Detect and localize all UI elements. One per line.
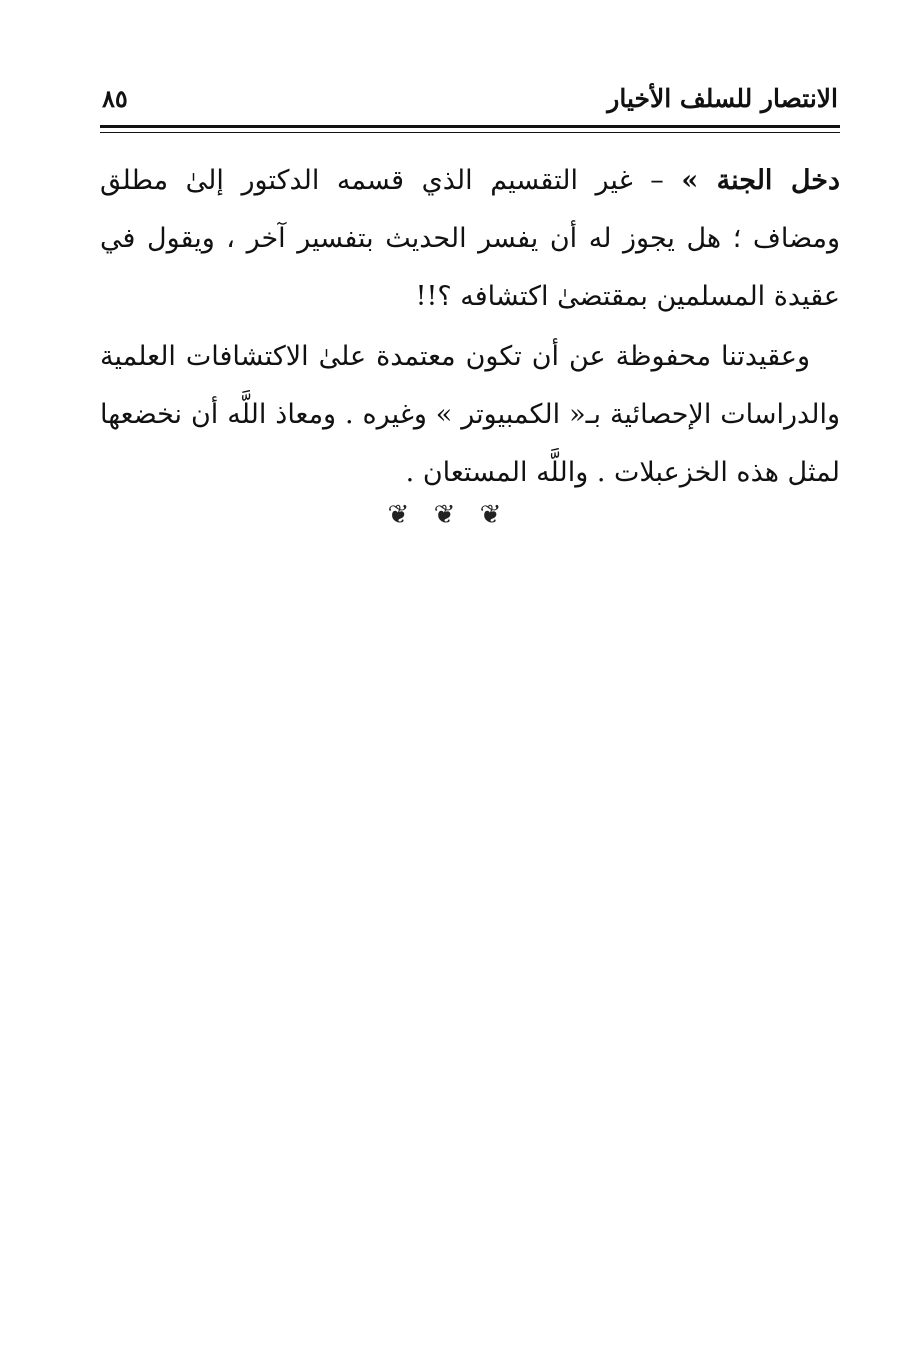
page-number: ٨٥ <box>102 84 128 113</box>
header-rule-thick <box>100 125 840 128</box>
paragraph-1-text: – غير التقسيم الذي قسمه الدكتور إلىٰ مطلق ومضاف ؛ هل يجوز له أن يفسر الحديث بتفسير آخر ، ويقول في عقيدة المسلمين بمقتضىٰ اكتشافه ؟!! <box>100 165 840 312</box>
paragraph-1 <box>100 152 840 326</box>
body-text <box>100 152 840 502</box>
paragraph-2-text: وعقيدتنا محفوظة عن أن تكون معتمدة علىٰ الاكتشافات العلمية والدراسات الإحصائية بـ« الكمبيوتر » وغيره . ومعاذ اللَّه أن نخضعها لمثل هذه الخزعبلات . واللَّه المستعان . <box>100 341 840 488</box>
header-rule-thin <box>100 132 840 133</box>
section-end-ornament-icon: ❦ ❦ ❦ <box>387 500 510 530</box>
paragraph-1-lead: دخل الجنة » <box>681 165 840 196</box>
paragraph-2 <box>100 328 840 502</box>
running-title: الانتصار للسلف الأخيار <box>607 84 838 113</box>
page-header <box>100 82 840 122</box>
